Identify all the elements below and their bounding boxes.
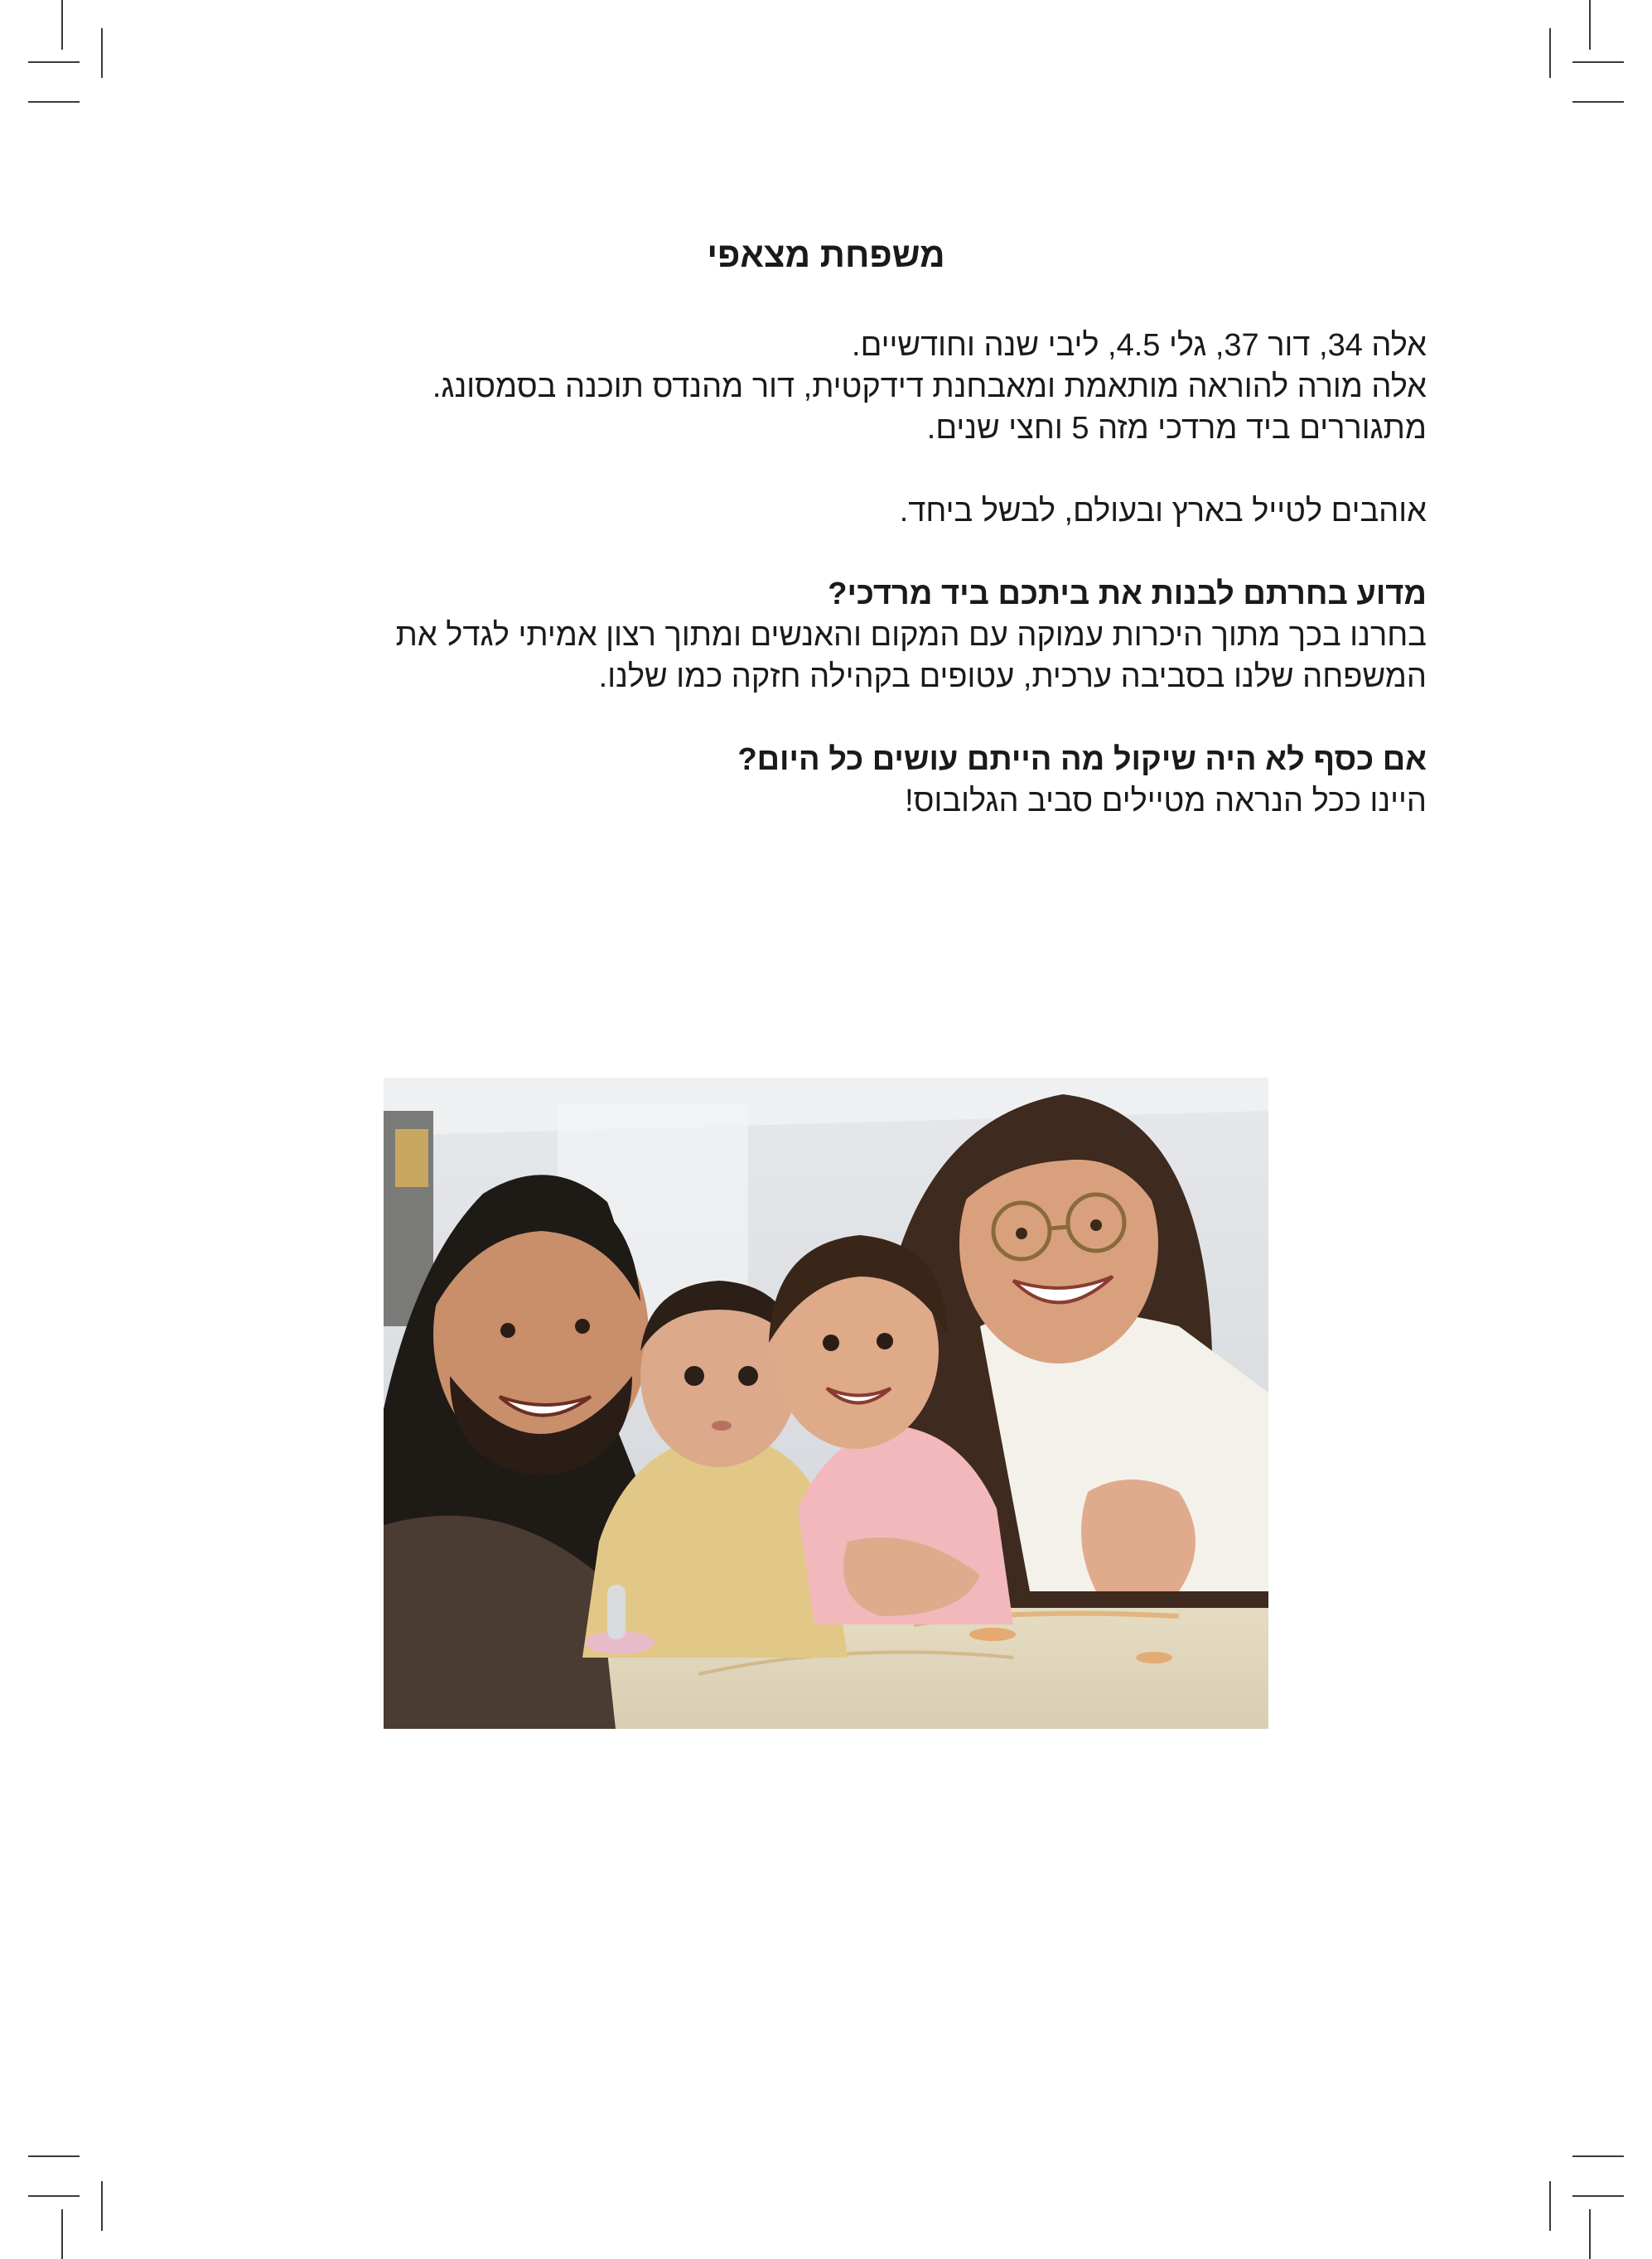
crop-mark xyxy=(28,101,80,103)
answer-line: המשפחה שלנו בסביבה ערכית, עטופים בקהילה חזקה כמו שלנו. xyxy=(598,659,1427,694)
crop-mark xyxy=(1549,2181,1551,2231)
family-photo xyxy=(384,1078,1268,1729)
crop-mark xyxy=(28,61,80,63)
hobbies-line: אוהבים לטייל בארץ ובעולם, לבשל ביחד. xyxy=(899,494,1427,529)
crop-mark xyxy=(1589,2209,1591,2259)
crop-mark xyxy=(101,28,103,78)
crop-mark xyxy=(28,2155,80,2157)
paragraph-gap xyxy=(273,697,1427,739)
paragraph-gap xyxy=(273,532,1427,573)
crop-mark xyxy=(1572,2195,1624,2197)
page-title: משפחת מצאפי xyxy=(707,235,945,274)
question-heading: מדוע בחרתם לבנות את ביתכם ביד מרדכי? xyxy=(828,577,1427,611)
answer-line: היינו ככל הנראה מטיילים סביב הגלובוס! xyxy=(905,784,1427,818)
crop-mark xyxy=(1572,101,1624,103)
paragraph-gap xyxy=(273,449,1427,490)
crop-mark xyxy=(28,2195,80,2197)
family-photo-illustration xyxy=(384,1078,1268,1729)
intro-line: מתגוררים ביד מרדכי מזה 5 וחצי שנים. xyxy=(926,411,1427,446)
crop-mark xyxy=(61,0,63,50)
crop-mark xyxy=(1589,0,1591,50)
crop-mark xyxy=(1572,2155,1624,2157)
profile-text xyxy=(273,325,1427,822)
intro-line: אלה מורה להוראה מותאמת ומאבחנת דידקטית, דור מהנדס תוכנה בסמסונג. xyxy=(432,369,1427,404)
crop-mark xyxy=(101,2181,103,2231)
crop-mark xyxy=(61,2209,63,2259)
crop-mark xyxy=(1549,28,1551,78)
answer-line: בחרנו בכך מתוך היכרות עמוקה עם המקום והאנשים ומתוך רצון אמיתי לגדל את xyxy=(395,618,1427,653)
intro-line: אלה 34, דור 37, גלי 4.5, ליבי שנה וחודשיים. xyxy=(852,328,1427,363)
question-heading: אם כסף לא היה שיקול מה הייתם עושים כל היום? xyxy=(737,742,1427,777)
crop-mark xyxy=(1572,61,1624,63)
